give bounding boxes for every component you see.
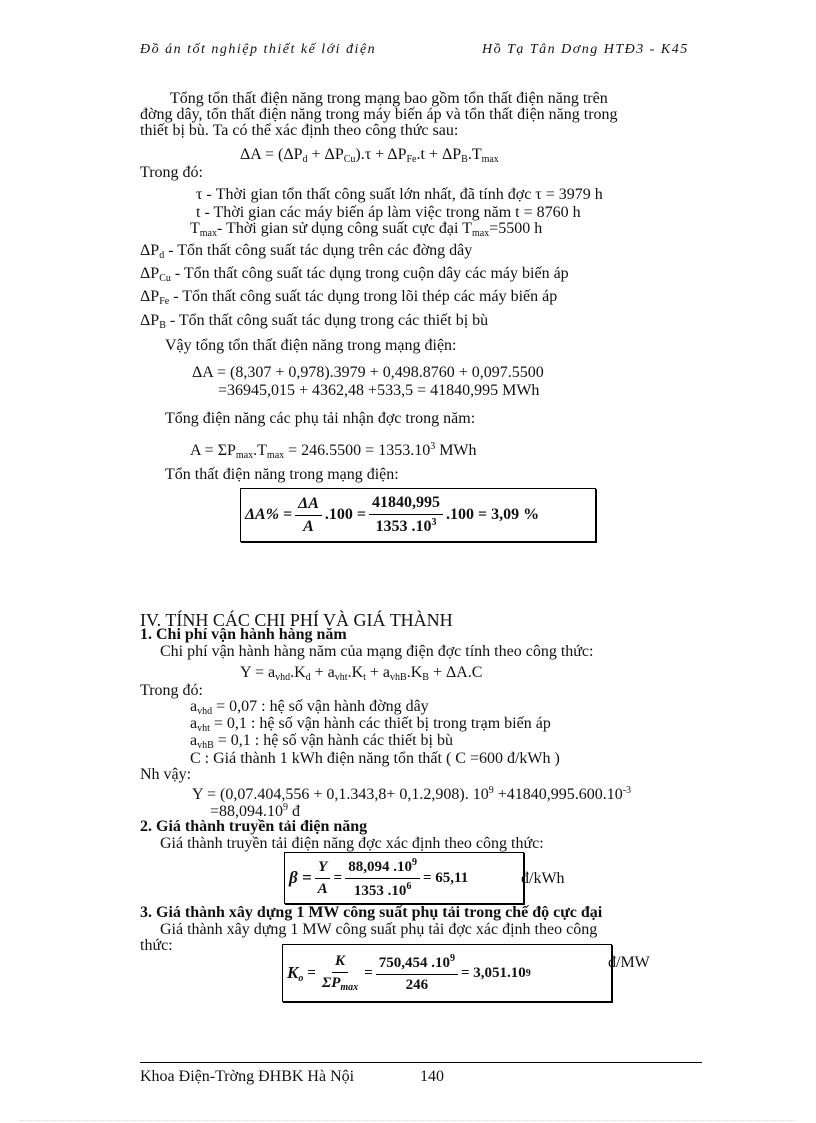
s1-y-line-2: $=88,094.10^9$ đ bbox=[210, 802, 301, 820]
loss-percent-box: ΔA% = $\frac{\Delta A}{A}$ .100 = $\frac{41840,995}{1353 .10^3}$ .100 = 3,09 % bbox=[240, 488, 596, 542]
def-pb: $\Delta P_B$ - Tổn thất công suất tác dụng trong các thiết bị bù bbox=[140, 312, 489, 331]
def-tmax: $T_{max}-$ Thời gian sử dụng công suất cực đại $T_{max}=5500$ h bbox=[190, 220, 543, 239]
def-t: t - Thời gian các máy biến áp làm việc trong năm t = 8760 h bbox=[196, 204, 581, 221]
a-formula: $A = \Sigma P_{max}.T_{max} = 246.5500 = 1353.10^3$ MWh bbox=[190, 441, 477, 461]
s1-y-line-1: Y = (0,07.404,556 + 0,1.343,8+ 0,1.2,908). $10^9 +41840,995.600.10^{-3}$ bbox=[192, 785, 632, 803]
formula-delta-a: $\Delta A = (\Delta P_d + \Delta P_{Cu}).\tau + \Delta P_{Fe}.t + \Delta P_B.T_{max}$ bbox=[240, 146, 499, 165]
loss-lhs: ΔA% = bbox=[245, 506, 293, 523]
trong-do-label: Trong đó: bbox=[140, 164, 203, 181]
beta-formula-box: β = $\frac{Y}{A}$ = $\frac{88,094 .10^9}{1353 .10^6}$ = 65,11 bbox=[284, 852, 524, 904]
ton-that-text: Tổn thất điện năng trong mạng điện: bbox=[165, 466, 399, 483]
s1-trong-do: Trong đó: bbox=[140, 682, 203, 699]
s1-nhu-vay: Nh vậy: bbox=[140, 766, 192, 783]
vay-tong-text: Vậy tổng tổn thất điện năng trong mạng điện: bbox=[165, 337, 457, 354]
page-number: 140 bbox=[420, 1068, 444, 1085]
header-right: Hồ Tạ Tân Dơng HTĐ3 - K45 bbox=[482, 42, 689, 57]
calc-line-1: ΔA = (8,307 + 0,978).3979 + 0,498.8760 + 0,097.5500 bbox=[192, 364, 544, 381]
s3-title: 3. Giá thành xây dựng 1 MW công suất phụ tải trong chế độ cực đại bbox=[140, 904, 603, 921]
footer-text: Khoa Điện-Trờng ĐHBK Hà Nội bbox=[140, 1068, 355, 1085]
section-4-heading: IV. TÍNH CÁC CHI PHÍ VÀ GIÁ THÀNH bbox=[140, 610, 453, 630]
s2-title: 2. Giá thành truyền tải điện năng bbox=[140, 818, 368, 835]
def-pfe: $\Delta P_{Fe}$ - Tổn thất công suất tác dụng trong lõi thép các máy biến áp bbox=[140, 288, 558, 307]
s1-avhb: $a_{vhB} = 0,1$ : hệ số vận hành các thiết bị bù bbox=[190, 732, 453, 751]
s3-unit: đ/MW bbox=[608, 954, 650, 971]
tong-dien-nang-text: Tổng điện năng các phụ tải nhận đợc trong năm: bbox=[165, 410, 476, 427]
s3-intro-2: thức: bbox=[140, 937, 173, 954]
s3-intro-1: Giá thành xây dựng 1 MW công suất phụ tải đợc xác định theo công bbox=[160, 921, 598, 938]
s1-intro: Chi phí vận hành hàng năm của mạng điện đợc tính theo công thức: bbox=[160, 643, 594, 660]
s1-avht: $a_{vht} = 0,1$ : hệ số vận hành các thiết bị trong trạm biến áp bbox=[190, 715, 551, 734]
def-pd: $\Delta P_d$ - Tổn thất công suất tác dụng trên các đờng dây bbox=[140, 242, 473, 261]
calc-line-2: =36945,015 + 4362,48 +533,5 = 41840,995 MWh bbox=[218, 382, 540, 399]
s2-unit: đ/kWh bbox=[521, 870, 565, 887]
def-pcu: $\Delta P_{Cu}$ - Tổn thất công suất tác dụng trong cuộn dây các máy biến áp bbox=[140, 265, 569, 284]
s1-avhd: $a_{vhd} = 0,07$ : hệ số vận hành đờng dây bbox=[190, 698, 429, 717]
intro-line-2: đờng dây, tổn thất điện năng trong máy biến áp và tổn thất điện năng trong bbox=[140, 106, 618, 123]
s1-title: 1. Chi phí vận hành hàng năm bbox=[140, 626, 347, 643]
header-left: Đồ án tốt nghiệp thiết kế lới điện bbox=[140, 42, 377, 57]
page-bottom-border bbox=[20, 1120, 796, 1121]
def-tau: τ - Thời gian tổn thất công suất lớn nhất, đã tính đợc τ = 3979 h bbox=[196, 186, 603, 203]
footer-rule bbox=[140, 1062, 702, 1063]
intro-line-1: Tổng tổn thất điện năng trong mạng bao gồm tổn thất điện năng trên bbox=[170, 90, 608, 107]
s1-c-def: C : Giá thành 1 kWh điện năng tổn thất ( C =600 đ/kWh ) bbox=[190, 750, 560, 767]
intro-line-3: thiết bị bù. Ta có thể xác định theo công thức sau: bbox=[140, 122, 459, 139]
s2-intro: Giá thành truyền tải điện năng đợc xác định theo công thức: bbox=[160, 835, 544, 852]
s1-formula: $Y = a_{vhd}.K_d + a_{vht}.K_t + a_{vhB}.K_B + \Delta A.C$ bbox=[240, 664, 483, 683]
ko-formula-box: $K_o$ = $\frac{K}{\Sigma P_{max}}$ = $\frac{750,454 .10^9}{246}$ = 3,051.10 9 bbox=[282, 944, 612, 1002]
